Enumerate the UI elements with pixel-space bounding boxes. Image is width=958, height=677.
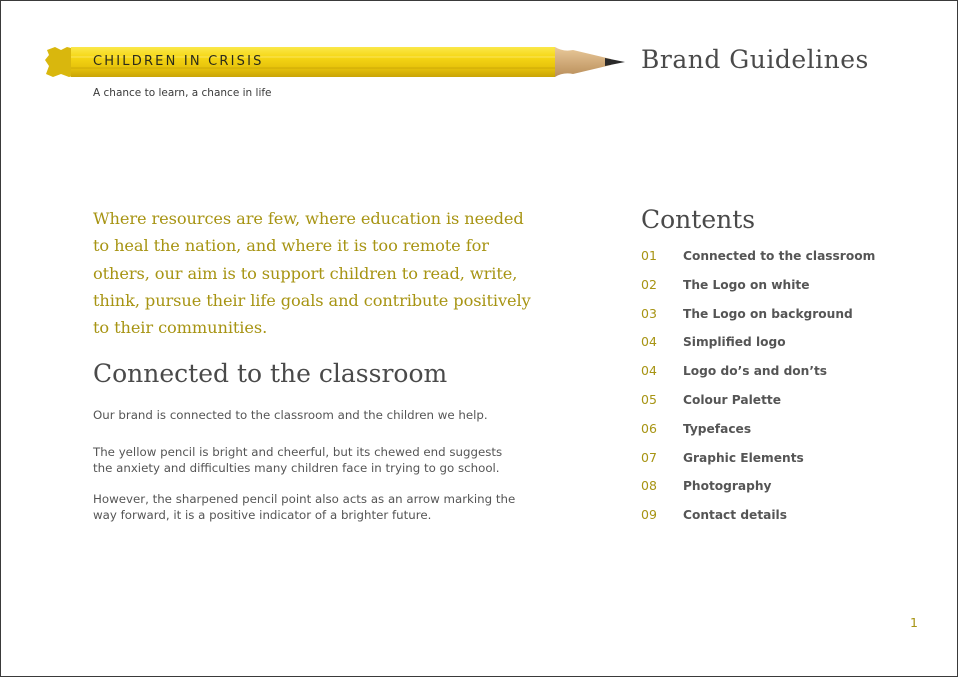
document-title: Brand Guidelines: [641, 45, 869, 74]
toc-number: 02: [641, 276, 657, 292]
toc-number: 06: [641, 420, 657, 436]
body-paragraph: Our brand is connected to the classroom and the children we help.: [93, 408, 488, 422]
toc-item[interactable]: [641, 305, 941, 334]
tagline: A chance to learn, a chance in life: [93, 87, 272, 99]
contents-heading: Contents: [641, 205, 756, 234]
toc-item[interactable]: [641, 276, 941, 305]
lead-paragraph: Where resources are few, where education is needed to heal the nation, and where it is too remote for others, our aim is to support children to read, write, think, pursue their life goals and contribute positively to their communities.: [93, 209, 531, 338]
toc-link[interactable]: Contact details: [683, 508, 787, 523]
body-paragraph: However, the sharpened pencil point also acts as an arrow marking the way forward, it is a positive indicator of a brighter future.: [93, 492, 516, 522]
page-number: 1: [910, 615, 918, 630]
toc-number: 03: [641, 305, 657, 321]
brand-name: CHILDREN IN CRISIS: [93, 54, 264, 69]
toc-number: 05: [641, 391, 657, 407]
pencil-logo: [43, 44, 628, 80]
toc-item[interactable]: [641, 391, 941, 420]
toc-item[interactable]: [641, 420, 941, 449]
toc-item[interactable]: [641, 506, 941, 535]
toc-item[interactable]: [641, 333, 941, 362]
toc-link[interactable]: The Logo on white: [683, 277, 810, 292]
toc-number: 04: [641, 363, 657, 379]
toc-number: 08: [641, 478, 657, 494]
toc-number: 04: [641, 334, 657, 350]
body-paragraph: The yellow pencil is bright and cheerful, but its chewed end suggests the anxiety and difficulties many children face in trying to go school.: [93, 445, 503, 475]
toc-link[interactable]: Simplified logo: [683, 335, 786, 350]
toc-item[interactable]: [641, 449, 941, 478]
toc-link[interactable]: Typefaces: [683, 421, 752, 436]
toc-link[interactable]: Graphic Elements: [683, 450, 804, 465]
toc-link[interactable]: Connected to the classroom: [683, 249, 876, 263]
toc-link[interactable]: Logo do’s and don’ts: [683, 364, 828, 379]
toc-number: 09: [641, 507, 657, 523]
toc-number: 01: [641, 248, 657, 263]
section-heading: Connected to the classroom: [93, 359, 448, 388]
toc-link[interactable]: Photography: [683, 479, 772, 494]
toc-number: 07: [641, 449, 657, 465]
toc-link[interactable]: The Logo on background: [683, 306, 853, 321]
toc-link[interactable]: Colour Palette: [683, 392, 781, 407]
toc-item[interactable]: [641, 477, 941, 506]
toc-item[interactable]: [641, 247, 941, 276]
toc-item[interactable]: [641, 362, 941, 391]
table-of-contents: [641, 247, 941, 535]
